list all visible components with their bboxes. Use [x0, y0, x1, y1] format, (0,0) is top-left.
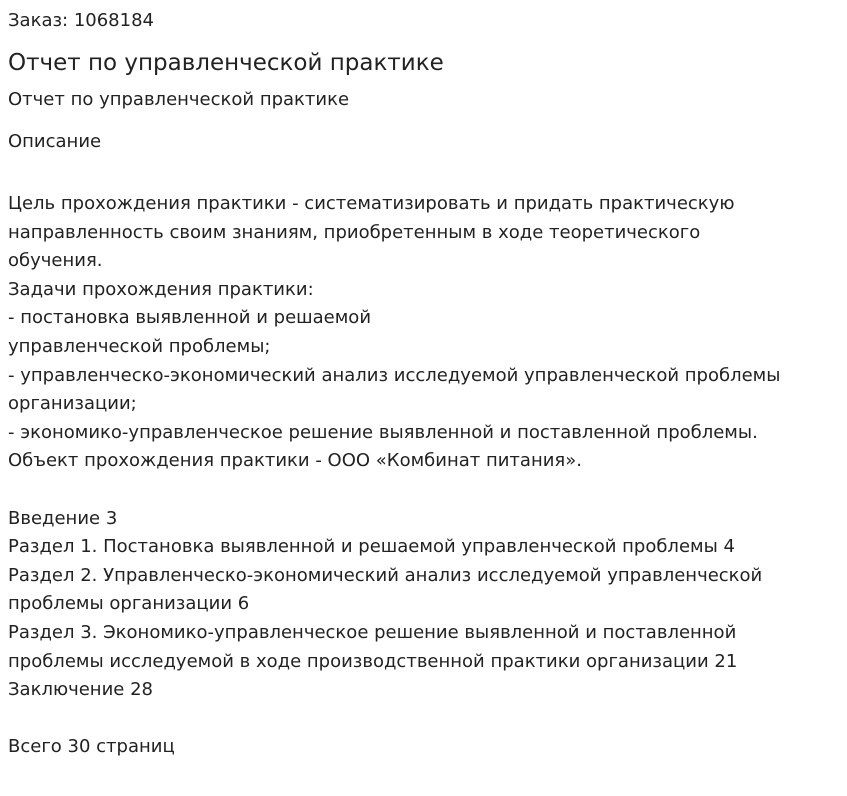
page-title: Отчет по управленческой практике	[8, 50, 444, 76]
contents-line: Раздел 3. Экономико-управленческое решение выявленной и поставленной	[8, 621, 737, 643]
description-line: - постановка выявленной и решаемой	[8, 307, 372, 329]
description-line: Объект прохождения практики - ООО «Комбинат питания».	[8, 450, 582, 472]
contents-line: проблемы организации 6	[8, 593, 250, 615]
order-number: Заказ: 1068184	[8, 10, 154, 31]
description-body	[8, 190, 838, 762]
description-line: - экономико-управленческое решение выявленной и поставленной проблемы.	[8, 421, 758, 443]
description-line: - управленческо-экономический анализ исследуемой управленческой проблемы	[8, 364, 781, 386]
description-line: Цель прохождения практики - систематизировать и придать практическую	[8, 193, 735, 214]
total-pages: Всего 30 страниц	[8, 736, 175, 758]
description-line: организации;	[8, 393, 137, 415]
description-line: управленческой проблемы;	[8, 335, 271, 357]
description-line: обучения.	[8, 250, 103, 272]
blank-line	[8, 476, 838, 505]
contents-line: Введение 3	[8, 507, 118, 529]
contents-line: Раздел 1. Постановка выявленной и решаемой управленческой проблемы 4	[8, 536, 735, 558]
contents-line: проблемы исследуемой в ходе производственной практики организации 21	[8, 650, 738, 672]
description-line: Задачи прохождения практики:	[8, 278, 314, 300]
contents-line: Раздел 2. Управленческо-экономический анализ исследуемой управленческой	[8, 564, 763, 586]
blank-line	[8, 705, 838, 734]
page-subtitle: Отчет по управленческой практике	[8, 89, 350, 110]
description-heading: Описание	[8, 131, 102, 152]
contents-line: Заключение 28	[8, 679, 153, 701]
description-line: направленность своим знаниям, приобретенным в ходе теоретического	[8, 221, 701, 243]
